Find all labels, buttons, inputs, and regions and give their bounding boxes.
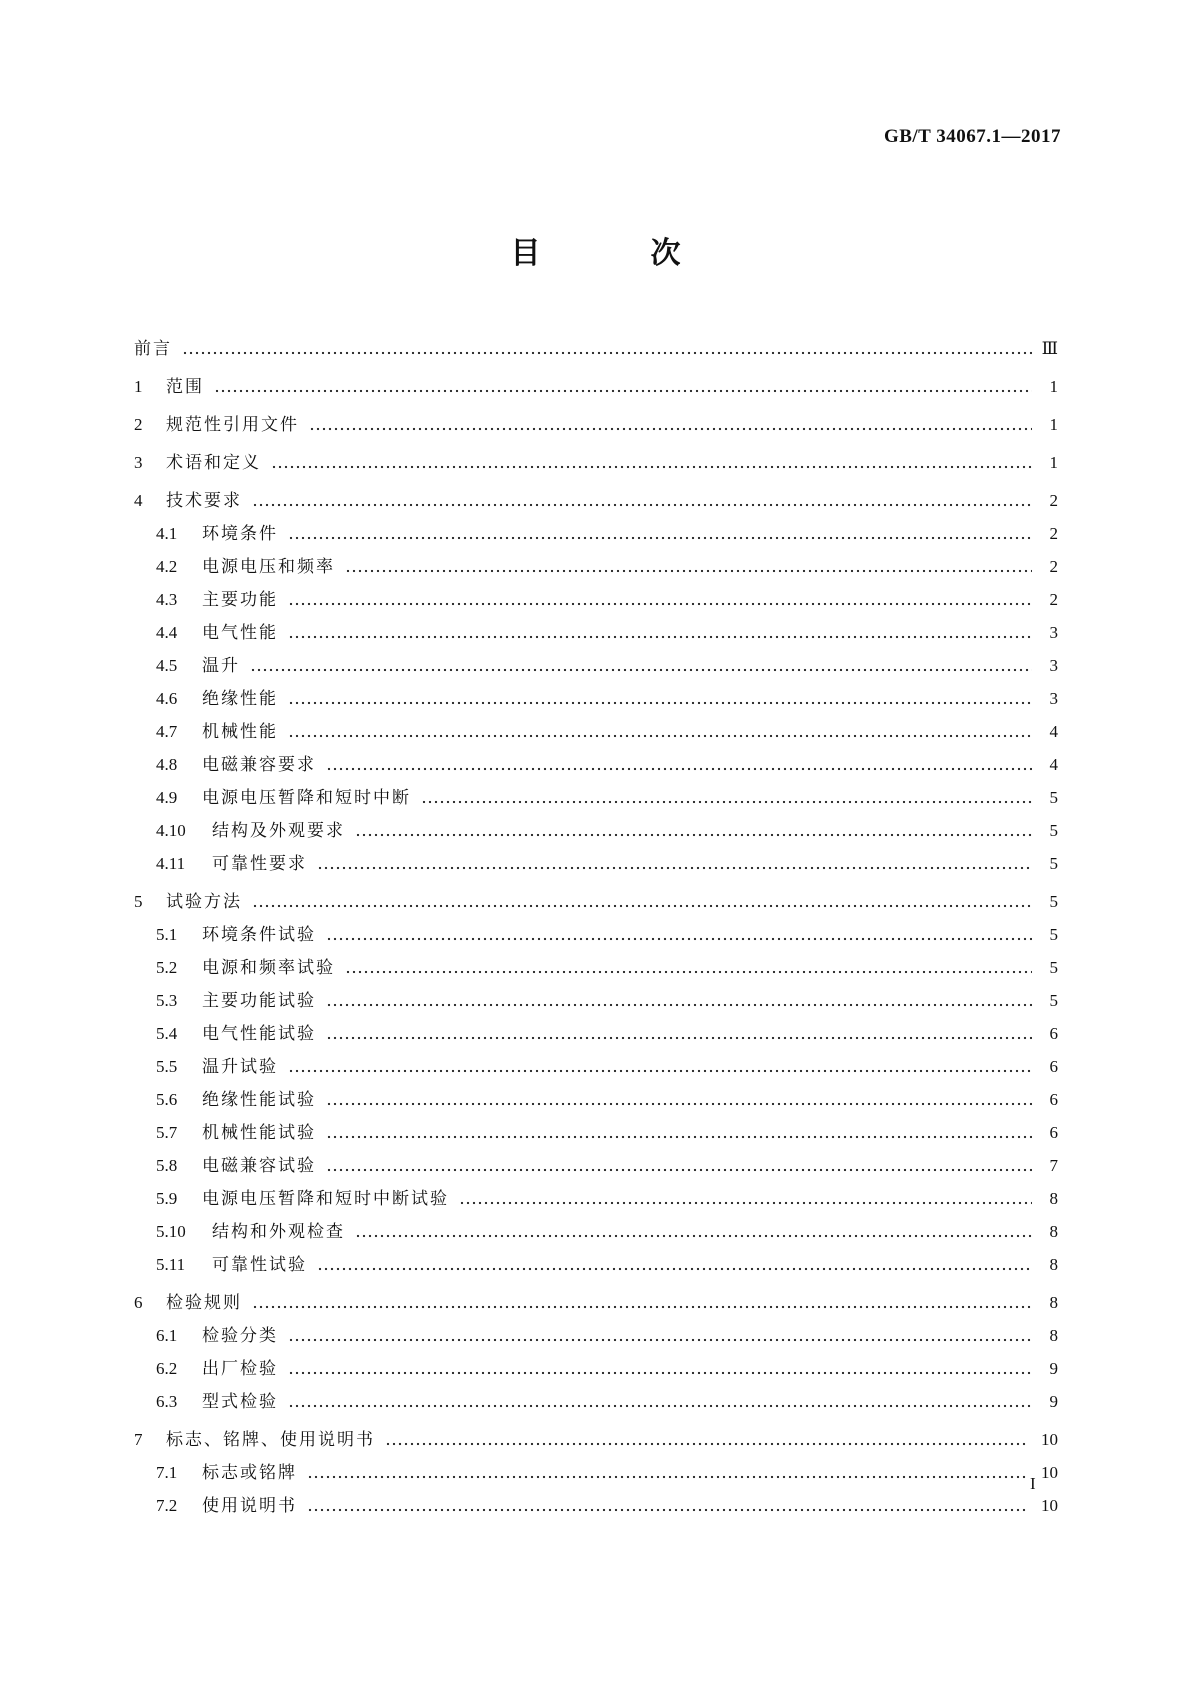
toc-section-entry[interactable] [134, 1012, 1058, 1045]
toc-leader-dots [288, 602, 1032, 606]
toc-leader-dots [288, 734, 1032, 738]
toc-entry-title: 绝缘性能试验 [202, 1090, 316, 1110]
toc-entry-page: 2 [1049, 491, 1058, 510]
toc-leader-dots [252, 1305, 1032, 1309]
toc-entry-title: 电气性能试验 [202, 1024, 316, 1044]
toc-entry-page: 8 [1049, 1255, 1058, 1274]
toc-leader-dots [309, 427, 1032, 431]
toc-section-entry[interactable] [134, 979, 1058, 1012]
toc-entry-number: 4.1 [156, 524, 178, 543]
toc-entry-page: 2 [1049, 524, 1058, 543]
toc-entry-number: 5.11 [156, 1255, 186, 1274]
page-title: 目 次 [510, 236, 721, 271]
toc-leader-dots [288, 1404, 1032, 1408]
toc-leader-dots [326, 1168, 1032, 1172]
toc-entry-title: 机械性能 [202, 722, 278, 742]
toc-entry-number: 6.3 [156, 1392, 178, 1411]
toc-leader-dots [345, 970, 1032, 974]
toc-section-entry[interactable] [134, 1045, 1058, 1078]
toc-section-entry[interactable] [134, 1380, 1058, 1413]
toc-section-entry[interactable] [134, 1111, 1058, 1144]
toc-leader-dots [317, 1267, 1032, 1271]
standard-code: GB/T 34067.1—2017 [883, 126, 1061, 147]
toc-leader-dots [326, 937, 1032, 941]
toc-entry-title: 电气性能 [202, 623, 278, 643]
toc-leader-dots [459, 1201, 1032, 1205]
toc-entry-number: 4.8 [156, 755, 178, 774]
toc-entry-number: 7.2 [156, 1496, 178, 1515]
toc-section-entry[interactable] [134, 1451, 1058, 1484]
toc-section-entry[interactable] [134, 1078, 1058, 1111]
toc-entry-title: 技术要求 [166, 491, 242, 511]
toc-entry-page: 6 [1049, 1024, 1058, 1043]
toc-entry-number: 4.9 [156, 788, 178, 807]
toc-entry-page: 2 [1049, 557, 1058, 576]
toc-entry-title: 检验分类 [202, 1326, 278, 1346]
toc-leader-dots [307, 1508, 1028, 1512]
toc-section-entry[interactable] [134, 677, 1058, 710]
toc-entry-page: 5 [1049, 854, 1058, 873]
toc-chapter-entry[interactable] [134, 402, 1058, 436]
toc-entry-page: 6 [1049, 1057, 1058, 1076]
toc-leader-dots [355, 1234, 1032, 1238]
toc-entry-title: 电源和频率试验 [202, 958, 335, 978]
toc-entry-title: 电磁兼容要求 [202, 755, 316, 775]
toc-entry-number: 3 [134, 453, 143, 472]
toc-entry-title: 型式检验 [202, 1392, 278, 1412]
toc-section-entry[interactable] [134, 946, 1058, 979]
toc-entry-page: 5 [1049, 821, 1058, 840]
toc-section-entry[interactable] [134, 1177, 1058, 1210]
toc-entry-number: 4.10 [156, 821, 186, 840]
toc-entry-title: 标志或铭牌 [202, 1463, 297, 1483]
toc-entry-page: 1 [1049, 377, 1058, 396]
toc-leader-dots [288, 1338, 1032, 1342]
toc-entry-page: 9 [1049, 1359, 1058, 1378]
toc-entry-title: 试验方法 [166, 892, 242, 912]
toc-entry-title: 温升 [202, 656, 240, 676]
toc-section-entry[interactable] [134, 578, 1058, 611]
toc-entry-title: 范围 [166, 377, 204, 397]
toc-entry-number: 5.6 [156, 1090, 178, 1109]
toc-entry-page: 10 [1041, 1430, 1058, 1449]
toc-section-entry[interactable] [134, 776, 1058, 809]
toc-entry-title: 标志、铭牌、使用说明书 [166, 1430, 375, 1450]
toc-leader-dots [385, 1442, 1028, 1446]
toc-entry-number: 5.1 [156, 925, 178, 944]
toc-entry-number: 4.5 [156, 656, 178, 675]
toc-leader-dots [288, 1371, 1032, 1375]
toc-leader-dots [345, 569, 1032, 573]
toc-entry-page: 8 [1049, 1189, 1058, 1208]
toc-section-entry[interactable] [134, 842, 1058, 875]
toc-entry-number: 5.2 [156, 958, 178, 977]
toc-leader-dots [288, 536, 1032, 540]
toc-section-entry[interactable] [134, 1144, 1058, 1177]
toc-section-entry[interactable] [134, 644, 1058, 677]
toc-entry-title: 结构和外观检查 [212, 1222, 345, 1242]
toc-leader-dots [326, 1102, 1032, 1106]
toc-entry-page: 8 [1049, 1293, 1058, 1312]
toc-entry-page: 5 [1049, 925, 1058, 944]
toc-entry-number: 5 [134, 892, 143, 911]
toc-entry-page: 8 [1049, 1326, 1058, 1345]
toc-entry-page: 5 [1049, 991, 1058, 1010]
toc-entry-page: 3 [1049, 623, 1058, 642]
toc-entry-number: 5.4 [156, 1024, 178, 1043]
toc-entry-page: 10 [1041, 1496, 1058, 1515]
toc-leader-dots [326, 767, 1032, 771]
toc-entry-title: 温升试验 [202, 1057, 278, 1077]
toc-entry-page: Ⅲ [1041, 339, 1058, 358]
toc-section-entry[interactable] [134, 1243, 1058, 1276]
toc-entry-title: 电源电压和频率 [202, 557, 335, 577]
toc-chapter-entry[interactable] [134, 478, 1058, 512]
toc-leader-dots [355, 833, 1032, 837]
toc-leader-dots [250, 668, 1032, 672]
toc-entry-number: 5.3 [156, 991, 178, 1010]
toc-entry-title: 主要功能试验 [202, 991, 316, 1011]
toc-section-entry[interactable] [134, 913, 1058, 946]
toc-entry-title: 环境条件 [202, 524, 278, 544]
toc-entry-page: 4 [1049, 722, 1058, 741]
toc-entry-page: 10 [1041, 1463, 1058, 1482]
toc-entry-title: 绝缘性能 [202, 689, 278, 709]
toc-entry-number: 4.2 [156, 557, 178, 576]
toc-entry-title: 前言 [134, 339, 172, 359]
toc-entry-page: 1 [1049, 415, 1058, 434]
toc-leader-dots [271, 465, 1032, 469]
toc-chapter-entry[interactable] [134, 364, 1058, 398]
toc-section-entry[interactable] [134, 512, 1058, 545]
toc-entry-title: 环境条件试验 [202, 925, 316, 945]
toc-entry-number: 1 [134, 377, 143, 396]
toc-leader-dots [326, 1003, 1032, 1007]
toc-entry-title: 使用说明书 [202, 1496, 297, 1516]
toc-leader-dots [288, 701, 1032, 705]
toc-entry-page: 5 [1049, 892, 1058, 911]
toc-entry-page: 3 [1049, 689, 1058, 708]
toc-leader-dots [317, 866, 1032, 870]
toc-entry-page: 6 [1049, 1123, 1058, 1142]
toc-section-entry[interactable] [134, 1210, 1058, 1243]
toc-entry-number: 5.10 [156, 1222, 186, 1241]
toc-section-entry[interactable] [134, 809, 1058, 842]
page-number: I [1030, 1474, 1036, 1493]
toc-entry-title: 出厂检验 [202, 1359, 278, 1379]
toc-chapter-entry[interactable] [134, 879, 1058, 913]
toc-leader-dots [182, 351, 1032, 355]
toc-entry-number: 6.1 [156, 1326, 178, 1345]
toc-entry-number: 4.11 [156, 854, 186, 873]
toc-entry-page: 5 [1049, 958, 1058, 977]
toc-leader-dots [288, 1069, 1032, 1073]
toc-entry-number: 4.7 [156, 722, 178, 741]
toc-leader-dots [214, 389, 1032, 393]
toc-leader-dots [252, 904, 1032, 908]
toc-entry-title: 规范性引用文件 [166, 415, 299, 435]
toc-entry-number: 4 [134, 491, 143, 510]
toc-entry-page: 8 [1049, 1222, 1058, 1241]
toc-entry-title: 电源电压暂降和短时中断试验 [202, 1189, 449, 1209]
toc-leader-dots [252, 503, 1032, 507]
toc-chapter-entry[interactable] [134, 1280, 1058, 1314]
toc-section-entry[interactable] [134, 710, 1058, 743]
toc-leader-dots [326, 1135, 1032, 1139]
toc-entry-title: 机械性能试验 [202, 1123, 316, 1143]
toc-chapter-entry[interactable] [134, 326, 1058, 360]
toc-entry-title: 电源电压暂降和短时中断 [202, 788, 411, 808]
toc-leader-dots [288, 635, 1032, 639]
toc-entry-title: 主要功能 [202, 590, 278, 610]
toc-leader-dots [307, 1475, 1028, 1479]
toc-entry-title: 可靠性试验 [212, 1255, 307, 1275]
toc-section-entry[interactable] [134, 1484, 1058, 1517]
toc-entry-page: 9 [1049, 1392, 1058, 1411]
toc-entry-page: 7 [1049, 1156, 1058, 1175]
toc-entry-number: 6.2 [156, 1359, 178, 1378]
toc-entry-number: 5.7 [156, 1123, 178, 1142]
toc-entry-page: 5 [1049, 788, 1058, 807]
toc-entry-number: 6 [134, 1293, 143, 1312]
toc-section-entry[interactable] [134, 1314, 1058, 1347]
toc-entry-number: 7 [134, 1430, 143, 1449]
toc-chapter-entry[interactable] [134, 1417, 1058, 1451]
toc-leader-dots [326, 1036, 1032, 1040]
table-of-contents [134, 326, 1058, 1517]
toc-entry-title: 结构及外观要求 [212, 821, 345, 841]
toc-chapter-entry[interactable] [134, 440, 1058, 474]
toc-entry-number: 7.1 [156, 1463, 178, 1482]
toc-entry-number: 2 [134, 415, 143, 434]
toc-section-entry[interactable] [134, 545, 1058, 578]
toc-entry-number: 5.5 [156, 1057, 178, 1076]
toc-entry-number: 5.8 [156, 1156, 178, 1175]
toc-section-entry[interactable] [134, 611, 1058, 644]
toc-entry-number: 4.4 [156, 623, 178, 642]
toc-entry-page: 6 [1049, 1090, 1058, 1109]
toc-entry-title: 电磁兼容试验 [202, 1156, 316, 1176]
toc-entry-page: 1 [1049, 453, 1058, 472]
toc-entry-number: 4.6 [156, 689, 178, 708]
toc-entry-title: 检验规则 [166, 1293, 242, 1313]
toc-entry-page: 4 [1049, 755, 1058, 774]
toc-section-entry[interactable] [134, 743, 1058, 776]
toc-entry-page: 3 [1049, 656, 1058, 675]
toc-entry-number: 4.3 [156, 590, 178, 609]
toc-section-entry[interactable] [134, 1347, 1058, 1380]
toc-entry-number: 5.9 [156, 1189, 178, 1208]
toc-entry-title: 术语和定义 [166, 453, 261, 473]
toc-entry-title: 可靠性要求 [212, 854, 307, 874]
toc-entry-page: 2 [1049, 590, 1058, 609]
toc-leader-dots [421, 800, 1032, 804]
